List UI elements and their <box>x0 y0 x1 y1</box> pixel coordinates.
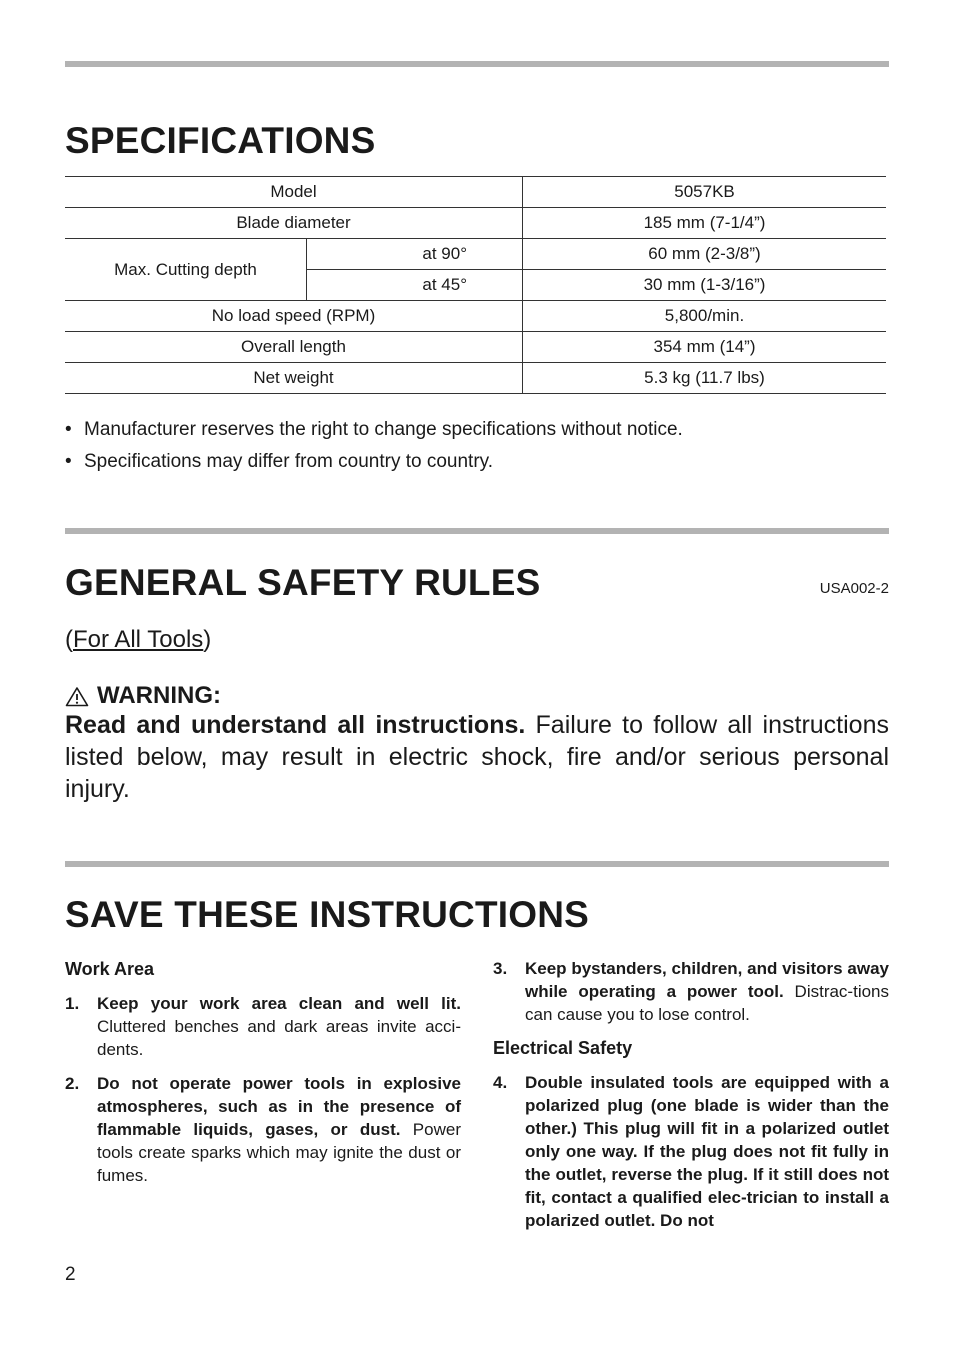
item-number: 3. <box>493 959 508 978</box>
specifications-table <box>65 176 886 394</box>
electrical-safety-heading: Electrical Safety <box>493 1038 633 1058</box>
warning-triangle-icon <box>65 686 89 707</box>
table-cell-depth-90-label: at 90° <box>307 239 523 270</box>
warning-text <box>65 709 889 805</box>
table-cell-speed-value: 5,800/min. <box>523 301 887 332</box>
page-number: 2 <box>65 1264 76 1285</box>
warning-heading <box>65 682 221 710</box>
top-divider <box>65 61 889 67</box>
list-item <box>65 418 683 450</box>
item-number: 2. <box>65 1074 80 1093</box>
table-row <box>65 363 886 394</box>
item-text <box>525 957 889 1026</box>
paren-open: ( <box>65 626 73 653</box>
table-cell-blade-value: 185 mm (7-1/4”) <box>523 208 887 239</box>
list-item <box>65 992 461 1061</box>
section-divider <box>65 861 889 867</box>
warning-bold-text: Read and understand all instructions. <box>65 711 526 739</box>
table-cell-depth-90-value: 60 mm (2-3/8”) <box>523 239 887 270</box>
item-bold-text: Keep your work area clean and well lit. <box>97 994 461 1013</box>
table-cell-length-value: 354 mm (14”) <box>523 332 887 363</box>
for-all-tools-subtitle <box>65 626 211 654</box>
table-cell-blade-label: Blade diameter <box>65 208 523 239</box>
note-text: Specifications may differ from country to country. <box>84 451 494 472</box>
table-cell-model-value: 5057KB <box>523 177 887 208</box>
item-bold-text: Keep bystanders, children, and visitors away while operating a power tool. <box>525 959 889 1001</box>
section-divider <box>65 528 889 534</box>
table-cell-depth-45-value: 30 mm (1-3/16”) <box>523 270 887 301</box>
item-body-text: Power tools create sparks which may ignite the dust or fumes. <box>97 1120 461 1185</box>
warning-label: WARNING: <box>97 682 221 709</box>
warning-body-text: Failure to follow all instructions listed below, may result in electric shock, fire and/or serious personal injury. <box>65 711 889 803</box>
list-item <box>65 1072 461 1187</box>
table-row <box>65 239 886 270</box>
list-item <box>493 1071 889 1232</box>
table-cell-speed-label: No load speed (RPM) <box>65 301 523 332</box>
table-cell-model-label: Model <box>65 177 523 208</box>
item-bold-text: Do not operate power tools in explosive atmospheres, such as in the presence of flammable liquids, gases, or dust. <box>97 1074 461 1139</box>
item-body-text: Distrac-tions can cause you to lose control. <box>525 982 890 1024</box>
table-cell-depth-45-label: at 45° <box>307 270 523 301</box>
specifications-title: SPECIFICATIONS <box>65 120 376 161</box>
document-code: USA002-2 <box>819 580 889 597</box>
table-row <box>65 208 886 239</box>
spec-notes-list <box>65 418 683 482</box>
table-cell-depth-label: Max. Cutting depth <box>65 239 307 301</box>
table-row <box>65 177 886 208</box>
table-cell-weight-value: 5.3 kg (11.7 lbs) <box>523 363 887 394</box>
item-body-text: Cluttered benches and dark areas invite acci-dents. <box>97 1017 461 1059</box>
note-text: Manufacturer reserves the right to change specifications without notice. <box>84 419 683 440</box>
left-column <box>65 958 461 1187</box>
item-number: 1. <box>65 994 80 1013</box>
for-all-tools-text: For All Tools <box>73 626 204 653</box>
bullet-icon: • <box>65 419 72 440</box>
table-cell-length-label: Overall length <box>65 332 523 363</box>
item-text <box>97 992 461 1061</box>
safety-rules-title: GENERAL SAFETY RULES <box>65 562 541 603</box>
work-area-heading: Work Area <box>65 959 155 979</box>
save-instructions-title: SAVE THESE INSTRUCTIONS <box>65 894 590 935</box>
table-row <box>65 332 886 363</box>
list-item <box>493 957 889 1026</box>
item-bold-text: Double insulated tools are equipped with a polarized plug (one blade is wider than the other.) This plug will fit in a polarized outlet only one way. If the plug does not fit fully in the outlet, reverse the plug. If it still does not fit, contact a qualified elec-trician to install a polarized outlet. Do not <box>525 1073 889 1230</box>
table-row <box>65 301 886 332</box>
table-cell-weight-label: Net weight <box>65 363 523 394</box>
item-text <box>525 1071 889 1232</box>
list-item <box>65 450 683 482</box>
paren-close: ) <box>203 626 212 653</box>
item-number: 4. <box>493 1073 508 1092</box>
item-text <box>97 1072 461 1187</box>
bullet-icon: • <box>65 451 72 472</box>
right-column <box>493 957 889 1232</box>
